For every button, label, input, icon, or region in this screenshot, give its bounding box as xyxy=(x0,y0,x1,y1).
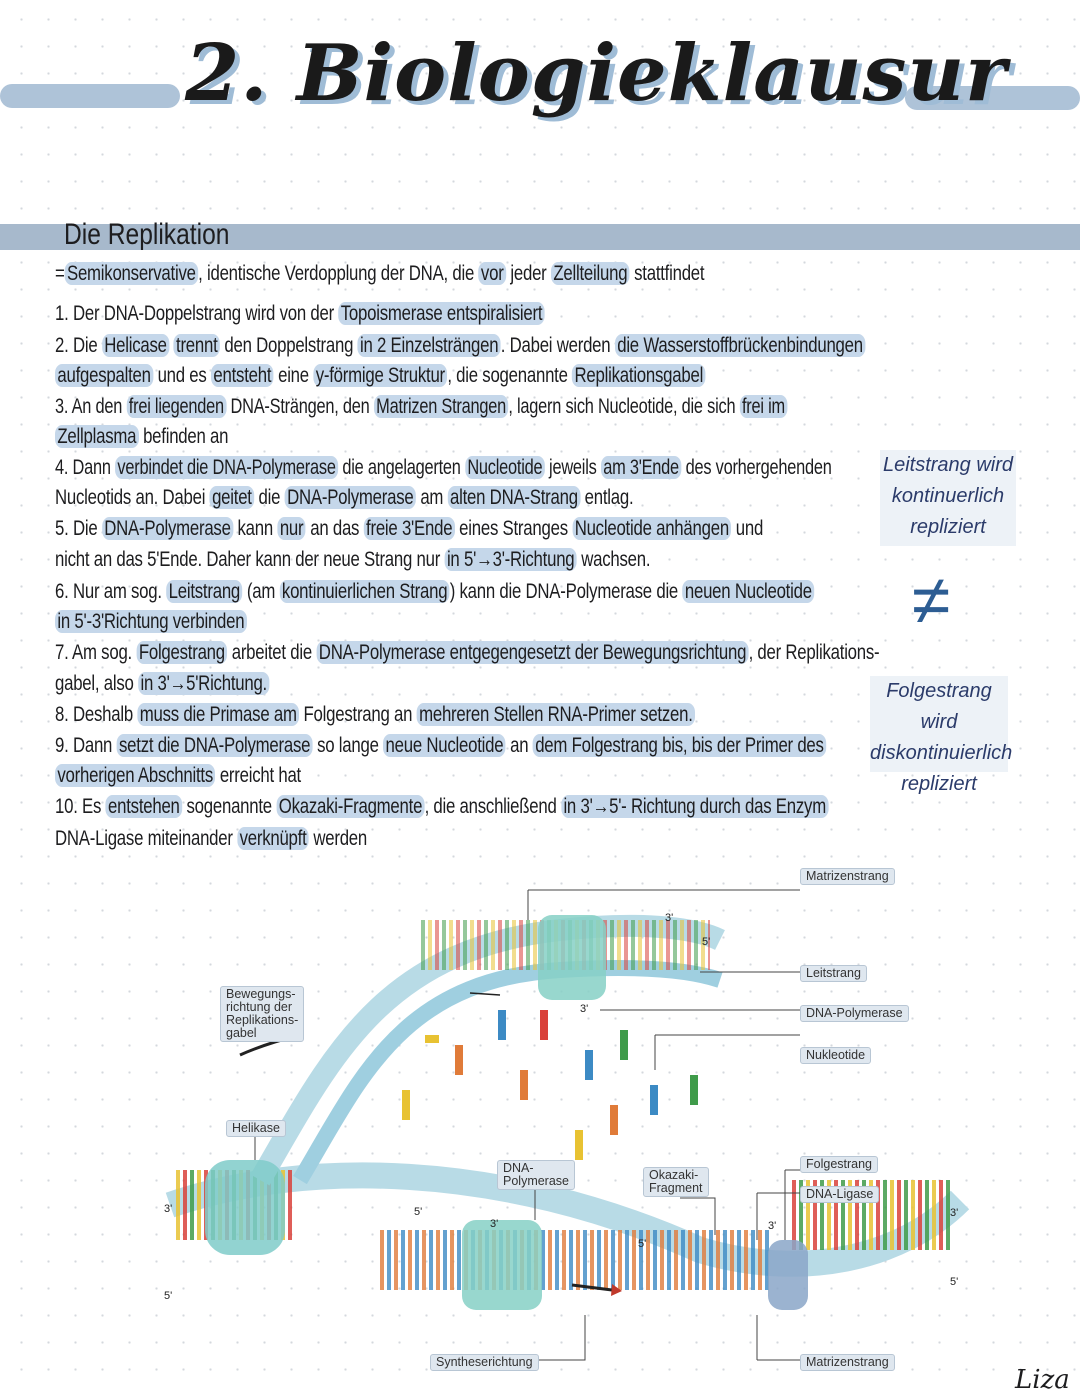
page-title: 2. Biologieklausur xyxy=(185,28,1008,119)
text-segment: DNA-Ligase miteinander xyxy=(55,827,238,850)
text-segment: nicht an das 5'Ende. Daher kann der neue Strang nur xyxy=(55,548,445,571)
dna-leading-strand xyxy=(300,968,720,1180)
highlighted-text: Folgestrang xyxy=(136,641,227,664)
label-dna-polymerase-bottom: DNA- Polymerase xyxy=(497,1160,575,1190)
text-segment: entlag. xyxy=(580,486,634,509)
note-line xyxy=(55,703,695,727)
text-segment: die xyxy=(254,486,285,509)
highlighted-text: nur xyxy=(277,517,305,540)
label-matrizenstrang-top: Matrizenstrang xyxy=(800,868,895,885)
text-segment: so lange xyxy=(312,734,384,757)
text-segment: (am xyxy=(242,580,280,603)
text-segment: ) kann die DNA-Polymerase die xyxy=(449,580,683,603)
note-leitstrang xyxy=(880,450,1016,546)
end-marker-3prime: 3' xyxy=(665,912,674,924)
base-pairs-folgestrang xyxy=(380,1230,770,1290)
highlighted-text: vorherigen Abschnitts xyxy=(55,764,215,787)
note-line xyxy=(55,734,826,758)
label-dna-ligase: DNA-Ligase xyxy=(800,1186,879,1203)
highlighted-text: entsteht xyxy=(211,364,274,387)
note-line: repliziert xyxy=(901,773,977,795)
text-segment: 2. Die xyxy=(55,334,102,357)
end-marker-5prime: 5' xyxy=(950,1276,959,1288)
highlighted-text: frei im xyxy=(740,395,788,418)
polymerase-bottom-shape xyxy=(462,1220,542,1310)
highlighted-text: aufgespalten xyxy=(55,364,153,387)
note-folgestrang xyxy=(870,676,1013,795)
highlighted-text: y-förmige Struktur xyxy=(313,364,447,387)
highlighted-text: alten DNA-Strang xyxy=(448,486,581,509)
replication-diagram xyxy=(0,860,1080,1380)
end-marker-5prime: 5' xyxy=(164,1290,173,1302)
highlighted-text: frei liegenden xyxy=(126,395,226,418)
highlighted-text: Leitstrang xyxy=(166,580,242,603)
note-line xyxy=(55,517,763,541)
highlighted-text: trennt xyxy=(174,334,220,357)
text-segment: jeweils xyxy=(544,456,601,479)
text-segment: DNA-Strängen, den xyxy=(226,395,374,418)
end-marker-3prime: 3' xyxy=(950,1207,959,1219)
label-folgestrang: Folgestrang xyxy=(800,1156,878,1173)
text-segment: befinden an xyxy=(138,425,229,448)
note-line xyxy=(55,795,828,819)
note-line xyxy=(55,456,832,480)
text-segment: eine xyxy=(273,364,314,387)
highlighted-text: am 3'Ende xyxy=(601,456,681,479)
text-segment: 4. Dann xyxy=(55,456,116,479)
signature: Liza xyxy=(1015,1365,1070,1395)
highlighted-text: vor xyxy=(479,262,506,285)
highlighted-text: entstehen xyxy=(106,795,182,818)
text-segment: des vorhergehenden xyxy=(681,456,832,479)
note-line xyxy=(55,548,650,572)
text-segment: werden xyxy=(308,827,368,850)
text-segment: , die anschließend xyxy=(424,795,562,818)
polymerase-top-shape xyxy=(538,915,606,1000)
note-line: diskontinuierlich xyxy=(870,742,1013,764)
highlighted-text: Matrizen Strangen xyxy=(374,395,509,418)
highlighted-text: Replikationsgabel xyxy=(572,364,705,387)
highlighted-text: verbindet die DNA-Polymerase xyxy=(115,456,338,479)
highlighted-text: Topoismerase entspiralisiert xyxy=(338,302,544,325)
note-line xyxy=(55,641,879,665)
note-line xyxy=(55,395,787,419)
highlighted-text: Okazaki-Fragmente xyxy=(276,795,424,818)
highlighted-text: die Wasserstoffbrückenbindungen xyxy=(615,334,865,357)
highlighted-text: setzt die DNA-Polymerase xyxy=(117,734,313,757)
label-syntheserichtung: Syntheserichtung xyxy=(430,1354,539,1371)
text-segment: 6. Nur am sog. xyxy=(55,580,167,603)
text-segment: eines Stranges xyxy=(454,517,573,540)
highlighted-text: Nucleotide anhängen xyxy=(572,517,731,540)
highlighted-text: mehreren Stellen RNA-Primer setzen. xyxy=(417,703,695,726)
highlighted-text: in 2 Einzelsträngen xyxy=(358,334,501,357)
end-marker-3prime: 3' xyxy=(580,1003,589,1015)
text-segment: 3. An den xyxy=(55,395,127,418)
text-segment: stattfindet xyxy=(629,262,705,285)
text-segment: sogenannte xyxy=(182,795,277,818)
highlighted-text: Zellteilung xyxy=(551,262,630,285)
highlighted-text: in 5'→3'-Richtung xyxy=(445,548,577,571)
highlighted-text: in 3'→5'- Richtung durch das Enzym xyxy=(561,795,828,818)
text-segment: gabel, also xyxy=(55,672,139,695)
text-segment: Nucleotids an. Dabei xyxy=(55,486,210,509)
highlighted-text: muss die Primase am xyxy=(137,703,299,726)
highlighted-text: neuen Nucleotide xyxy=(682,580,814,603)
highlighted-text: in 5'-3'Richtung verbinden xyxy=(55,610,247,633)
highlighted-text: neue Nucleotide xyxy=(383,734,506,757)
text-segment: , identische Verdopplung der DNA, die xyxy=(198,262,479,285)
text-segment: . Dabei werden xyxy=(500,334,615,357)
text-segment: , der Replikations- xyxy=(748,641,880,664)
text-segment: an das xyxy=(305,517,364,540)
note-line xyxy=(55,334,865,358)
note-line xyxy=(55,764,301,788)
text-segment: wachsen. xyxy=(576,548,651,571)
text-segment: und es xyxy=(153,364,211,387)
note-line: repliziert xyxy=(910,516,986,538)
label-okazaki-fragment: Okazaki- Fragment xyxy=(643,1167,709,1197)
note-line xyxy=(55,364,705,388)
note-line: Leitstrang wird xyxy=(882,454,1014,476)
text-segment: am xyxy=(415,486,448,509)
section-title: Die Replikation xyxy=(64,218,230,251)
text-segment: 9. Dann xyxy=(55,734,117,757)
note-line xyxy=(55,672,269,696)
text-segment: = xyxy=(55,262,65,285)
text-segment: 7. Am sog. xyxy=(55,641,137,664)
text-segment: erreicht hat xyxy=(215,764,301,787)
text-segment: 1. Der DNA-Doppelstrang wird von der xyxy=(55,302,339,325)
label-bewegungsrichtung: Bewegungs- richtung der Replikations- gabel xyxy=(220,986,304,1042)
end-marker-3prime: 3' xyxy=(164,1203,173,1215)
ligase-shape xyxy=(768,1240,808,1310)
end-marker-5prime: 5' xyxy=(414,1206,423,1218)
highlighted-text: in 3'→5'Richtung. xyxy=(138,672,269,695)
helikase-shape xyxy=(205,1160,285,1255)
label-dna-polymerase-top: DNA-Polymerase xyxy=(800,1005,909,1022)
note-line xyxy=(55,827,367,851)
end-marker-5prime: 5' xyxy=(702,936,711,948)
free-nucleotides xyxy=(402,1010,698,1160)
note-line xyxy=(55,302,545,326)
end-marker-3prime: 3' xyxy=(768,1220,777,1232)
highlighted-text: Nucleotide xyxy=(465,456,545,479)
highlighted-text: DNA-Polymerase xyxy=(102,517,233,540)
highlighted-text: kontinuierlichen Strang xyxy=(280,580,450,603)
note-line xyxy=(55,610,247,634)
text-segment: 5. Die xyxy=(55,517,102,540)
label-matrizenstrang-bottom: Matrizenstrang xyxy=(800,1354,895,1371)
note-line: kontinuerlich xyxy=(891,485,1005,507)
note-line xyxy=(55,425,228,449)
text-segment: Folgestrang an xyxy=(299,703,417,726)
label-helikase: Helikase xyxy=(226,1120,286,1137)
label-nukleotide: Nukleotide xyxy=(800,1047,871,1064)
text-segment: arbeitet die xyxy=(227,641,317,664)
note-line: Folgestrang wird xyxy=(886,680,992,733)
text-segment: kann xyxy=(233,517,278,540)
highlighted-text: geitet xyxy=(210,486,254,509)
title-banner-left xyxy=(0,84,180,108)
text-segment: den Doppelstrang xyxy=(219,334,358,357)
not-equal-symbol: ≠ xyxy=(912,561,951,639)
note-line xyxy=(55,486,633,510)
note-line xyxy=(55,580,814,604)
text-segment: 10. Es xyxy=(55,795,106,818)
highlighted-text: Helicase xyxy=(102,334,169,357)
text-segment: jeder xyxy=(505,262,551,285)
text-segment: die angelagerten xyxy=(338,456,465,479)
text-segment: und xyxy=(731,517,764,540)
end-marker-5prime: 5' xyxy=(638,1238,647,1250)
text-segment: an xyxy=(505,734,533,757)
highlighted-text: dem Folgestrang bis, bis der Primer des xyxy=(533,734,826,757)
highlighted-text: verknüpft xyxy=(237,827,309,850)
label-leitstrang: Leitstrang xyxy=(800,965,867,982)
end-marker-3prime: 3' xyxy=(490,1218,499,1230)
note-line xyxy=(55,262,704,286)
highlighted-text: Semikonservative xyxy=(65,262,199,285)
highlighted-text: DNA-Polymerase entgegengesetzt der Bewegungsrichtung xyxy=(316,641,748,664)
text-segment: 8. Deshalb xyxy=(55,703,138,726)
highlighted-text: Zellplasma xyxy=(55,425,139,448)
text-segment: , lagern sich Nucleotide, die sich xyxy=(508,395,740,418)
text-segment: , die sogenannte xyxy=(447,364,573,387)
highlighted-text: freie 3'Ende xyxy=(364,517,455,540)
highlighted-text: DNA-Polymerase xyxy=(285,486,416,509)
